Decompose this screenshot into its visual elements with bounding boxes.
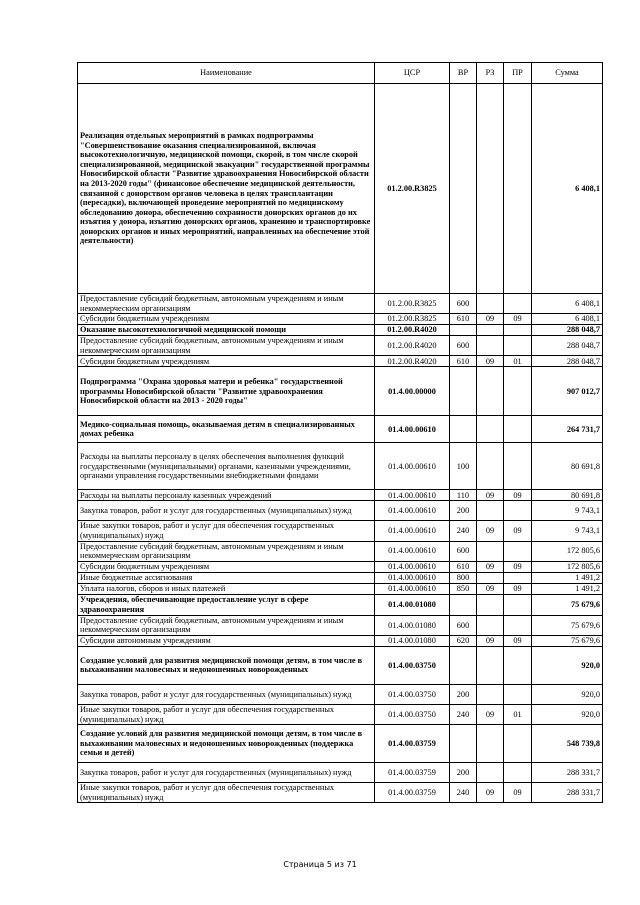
table-row [78, 521, 603, 541]
header-rz: РЗ [477, 63, 504, 84]
cell-rz [477, 325, 504, 336]
cell-rz [477, 684, 504, 704]
cell-sum: 9 743,1 [532, 521, 603, 541]
cell-name: Иные закупки товаров, работ и услуг для обеспечения государственных (муниципальных) нужд [78, 783, 375, 803]
cell-csr: 01.4.00.03750 [375, 684, 450, 704]
cell-pr [504, 416, 532, 443]
table-row [78, 314, 603, 325]
cell-csr: 01.4.00.00610 [375, 572, 450, 583]
cell-vr [450, 367, 477, 416]
table-row [78, 594, 603, 615]
cell-name: Реализация отдельных мероприятий в рамках подпрограммы "Совершенствование оказания специализированной, включая высокотехнологичную, медицинской помощи, скорой, в том числе скорой специализированной, медицинской эвакуации" государственной программы Новосибирской области "Развитие здравоохранения Новосибирской области на 2013-2020 годы" (финансовое обеспечение медицинской деятельности, связанной с донорством органов человека в целях трансплантации (пересадки), включающей проведение мероприятий по медицинскому обследованию донора, обеспечению сохранности донорских органов до их изъятия у донора, изъятию донорских органов, хранению и транспортировке донорских органов и иных мероприятий, направленных на обеспечение этой деятельности) [78, 84, 375, 294]
cell-csr: 01.4.00.00610 [375, 583, 450, 594]
cell-sum: 920,0 [532, 646, 603, 684]
cell-pr [504, 541, 532, 561]
cell-vr [450, 725, 477, 763]
header-pr: ПР [504, 63, 532, 84]
table-body [78, 84, 603, 803]
cell-name: Закупка товаров, работ и услуг для государственных (муниципальных) нужд [78, 684, 375, 704]
cell-csr: 01.4.00.01080 [375, 615, 450, 635]
cell-name: Субсидии бюджетным учреждениям [78, 314, 375, 325]
cell-pr [504, 336, 532, 356]
table-row [78, 356, 603, 367]
cell-rz [477, 416, 504, 443]
cell-vr: 620 [450, 635, 477, 646]
cell-rz [477, 725, 504, 763]
cell-csr: 01.4.00.00610 [375, 490, 450, 501]
cell-sum: 80 691,8 [532, 490, 603, 501]
cell-rz [477, 572, 504, 583]
cell-csr: 01.4.00.03750 [375, 704, 450, 724]
cell-sum: 172 805,6 [532, 541, 603, 561]
cell-csr: 01.4.00.03759 [375, 783, 450, 803]
cell-csr: 01.4.00.00610 [375, 521, 450, 541]
cell-sum: 288 048,7 [532, 325, 603, 336]
cell-rz: 09 [477, 704, 504, 724]
cell-pr [504, 294, 532, 314]
cell-csr: 01.2.00.R4020 [375, 336, 450, 356]
cell-vr: 800 [450, 572, 477, 583]
cell-rz [477, 615, 504, 635]
cell-csr: 01.2.00.R3825 [375, 314, 450, 325]
cell-csr: 01.4.00.00610 [375, 443, 450, 490]
header-csr: ЦСР [375, 63, 450, 84]
cell-rz: 09 [477, 490, 504, 501]
cell-csr: 01.4.00.00000 [375, 367, 450, 416]
table-row [78, 490, 603, 501]
cell-sum: 288 048,7 [532, 336, 603, 356]
table-row [78, 416, 603, 443]
cell-name: Создание условий для развития медицинской помощи детям, в том числе в выхаживании маловесных и недоношенных новорожденных (поддержка семьи и детей) [78, 725, 375, 763]
cell-sum: 907 012,7 [532, 367, 603, 416]
cell-pr: 01 [504, 704, 532, 724]
cell-vr: 200 [450, 763, 477, 783]
cell-csr: 01.2.00.R3825 [375, 294, 450, 314]
cell-vr [450, 416, 477, 443]
cell-csr: 01.4.00.00610 [375, 416, 450, 443]
cell-pr: 09 [504, 490, 532, 501]
cell-pr [504, 684, 532, 704]
table-header-row [78, 63, 603, 84]
cell-sum: 548 739,8 [532, 725, 603, 763]
cell-pr [504, 443, 532, 490]
cell-pr [504, 325, 532, 336]
cell-name: Оказание высокотехнологичной медицинской помощи [78, 325, 375, 336]
table-row [78, 684, 603, 704]
table-row [78, 501, 603, 521]
cell-name: Расходы на выплаты персоналу в целях обеспечения выполнения функций государственными (муниципальными) органами, казенными учреждениями, органами управления государственными внебюджетными фондами [78, 443, 375, 490]
cell-rz: 09 [477, 561, 504, 572]
table-row [78, 615, 603, 635]
cell-sum: 75 679,6 [532, 635, 603, 646]
cell-csr: 01.4.00.00610 [375, 501, 450, 521]
cell-vr: 110 [450, 490, 477, 501]
cell-csr: 01.4.00.00610 [375, 541, 450, 561]
cell-name: Предоставление субсидий бюджетным, автономным учреждениям и иным некоммерческим организациям [78, 615, 375, 635]
cell-csr: 01.4.00.03759 [375, 763, 450, 783]
table-row [78, 367, 603, 416]
cell-name: Закупка товаров, работ и услуг для государственных (муниципальных) нужд [78, 501, 375, 521]
cell-sum: 920,0 [532, 704, 603, 724]
cell-sum: 6 408,1 [532, 294, 603, 314]
cell-pr [504, 725, 532, 763]
cell-pr: 09 [504, 783, 532, 803]
table-row [78, 541, 603, 561]
cell-pr: 09 [504, 521, 532, 541]
cell-name: Предоставление субсидий бюджетным, автономным учреждениям и иным некоммерческим организациям [78, 541, 375, 561]
cell-csr: 01.2.00.R4020 [375, 325, 450, 336]
table-row [78, 294, 603, 314]
cell-sum: 288 331,7 [532, 763, 603, 783]
cell-vr: 240 [450, 704, 477, 724]
table-row [78, 725, 603, 763]
cell-pr: 09 [504, 314, 532, 325]
table-row [78, 583, 603, 594]
page-number: Страница 5 из 71 [283, 860, 357, 869]
cell-vr: 240 [450, 521, 477, 541]
cell-sum: 6 408,1 [532, 314, 603, 325]
cell-name: Субсидии бюджетным учреждениям [78, 356, 375, 367]
cell-sum: 80 691,8 [532, 443, 603, 490]
cell-sum: 1 491,2 [532, 583, 603, 594]
header-sum: Сумма [532, 63, 603, 84]
cell-name: Иные закупки товаров, работ и услуг для обеспечения государственных (муниципальных) нужд [78, 704, 375, 724]
cell-csr: 01.4.00.01080 [375, 635, 450, 646]
cell-csr: 01.4.00.03759 [375, 725, 450, 763]
cell-vr: 100 [450, 443, 477, 490]
cell-vr [450, 594, 477, 615]
cell-sum: 288 331,7 [532, 783, 603, 803]
cell-vr: 600 [450, 336, 477, 356]
cell-rz [477, 763, 504, 783]
cell-pr [504, 501, 532, 521]
cell-sum: 172 805,6 [532, 561, 603, 572]
cell-pr [504, 367, 532, 416]
cell-rz [477, 294, 504, 314]
cell-name: Предоставление субсидий бюджетным, автономным учреждениям и иным некоммерческим организациям [78, 294, 375, 314]
cell-vr: 200 [450, 501, 477, 521]
cell-name: Подпрограмма "Охрана здоровья матери и ребенка" государственной программы Новосибирской области "Развитие здравоохранения Новосибирской области на 2013 - 2020 годы" [78, 367, 375, 416]
cell-pr: 09 [504, 635, 532, 646]
cell-csr: 01.4.00.00610 [375, 561, 450, 572]
cell-pr: 09 [504, 561, 532, 572]
cell-pr: 09 [504, 583, 532, 594]
table-row [78, 646, 603, 684]
cell-csr: 01.2.00.R4020 [375, 356, 450, 367]
table-row [78, 561, 603, 572]
cell-rz [477, 594, 504, 615]
cell-vr: 610 [450, 561, 477, 572]
cell-vr [450, 646, 477, 684]
cell-vr: 240 [450, 783, 477, 803]
cell-name: Субсидии автономным учреждениям [78, 635, 375, 646]
cell-sum: 75 679,6 [532, 594, 603, 615]
cell-rz: 09 [477, 521, 504, 541]
cell-pr [504, 615, 532, 635]
cell-csr: 01.4.00.01080 [375, 594, 450, 615]
cell-rz [477, 336, 504, 356]
table-row [78, 84, 603, 294]
cell-name: Иные бюджетные ассигнования [78, 572, 375, 583]
cell-pr [504, 84, 532, 294]
cell-pr [504, 594, 532, 615]
cell-sum: 1 491,2 [532, 572, 603, 583]
cell-sum: 6 408,1 [532, 84, 603, 294]
cell-vr [450, 325, 477, 336]
cell-sum: 288 048,7 [532, 356, 603, 367]
cell-rz: 09 [477, 783, 504, 803]
cell-vr [450, 84, 477, 294]
cell-vr: 600 [450, 541, 477, 561]
cell-name: Иные закупки товаров, работ и услуг для обеспечения государственных (муниципальных) нужд [78, 521, 375, 541]
cell-csr: 01.4.00.03750 [375, 646, 450, 684]
cell-pr: 01 [504, 356, 532, 367]
cell-vr: 600 [450, 615, 477, 635]
cell-vr: 610 [450, 314, 477, 325]
cell-name: Учреждения, обеспечивающие предоставление услуг в сфере здравоохранения [78, 594, 375, 615]
cell-sum: 9 743,1 [532, 501, 603, 521]
cell-rz [477, 367, 504, 416]
table-row [78, 443, 603, 490]
table-row [78, 325, 603, 336]
cell-vr: 200 [450, 684, 477, 704]
table-row [78, 635, 603, 646]
cell-vr: 610 [450, 356, 477, 367]
cell-sum: 920,0 [532, 684, 603, 704]
budget-table [77, 62, 603, 803]
cell-rz [477, 646, 504, 684]
cell-name: Медико-социальная помощь, оказываемая детям в специализированных домах ребенка [78, 416, 375, 443]
cell-name: Расходы на выплаты персоналу казенных учреждений [78, 490, 375, 501]
header-name: Наименование [78, 63, 375, 84]
cell-rz [477, 443, 504, 490]
header-vr: ВР [450, 63, 477, 84]
cell-pr [504, 646, 532, 684]
cell-name: Предоставление субсидий бюджетным, автономным учреждениям и иным некоммерческим организациям [78, 336, 375, 356]
cell-pr [504, 763, 532, 783]
cell-name: Закупка товаров, работ и услуг для государственных (муниципальных) нужд [78, 763, 375, 783]
cell-csr: 01.2.00.R3825 [375, 84, 450, 294]
table-row [78, 783, 603, 803]
cell-rz: 09 [477, 635, 504, 646]
cell-rz [477, 541, 504, 561]
cell-vr: 600 [450, 294, 477, 314]
table-row [78, 763, 603, 783]
cell-name: Создание условий для развития медицинской помощи детям, в том числе в выхаживании маловесных и недоношенных новорожденных [78, 646, 375, 684]
cell-name: Субсидии бюджетным учреждениям [78, 561, 375, 572]
table-row [78, 336, 603, 356]
cell-rz [477, 84, 504, 294]
cell-rz: 09 [477, 583, 504, 594]
cell-pr [504, 572, 532, 583]
table-row [78, 704, 603, 724]
cell-sum: 75 679,6 [532, 615, 603, 635]
cell-sum: 264 731,7 [532, 416, 603, 443]
cell-rz [477, 501, 504, 521]
table-row [78, 572, 603, 583]
cell-vr: 850 [450, 583, 477, 594]
cell-name: Уплата налогов, сборов и иных платежей [78, 583, 375, 594]
cell-rz: 09 [477, 314, 504, 325]
cell-rz: 09 [477, 356, 504, 367]
